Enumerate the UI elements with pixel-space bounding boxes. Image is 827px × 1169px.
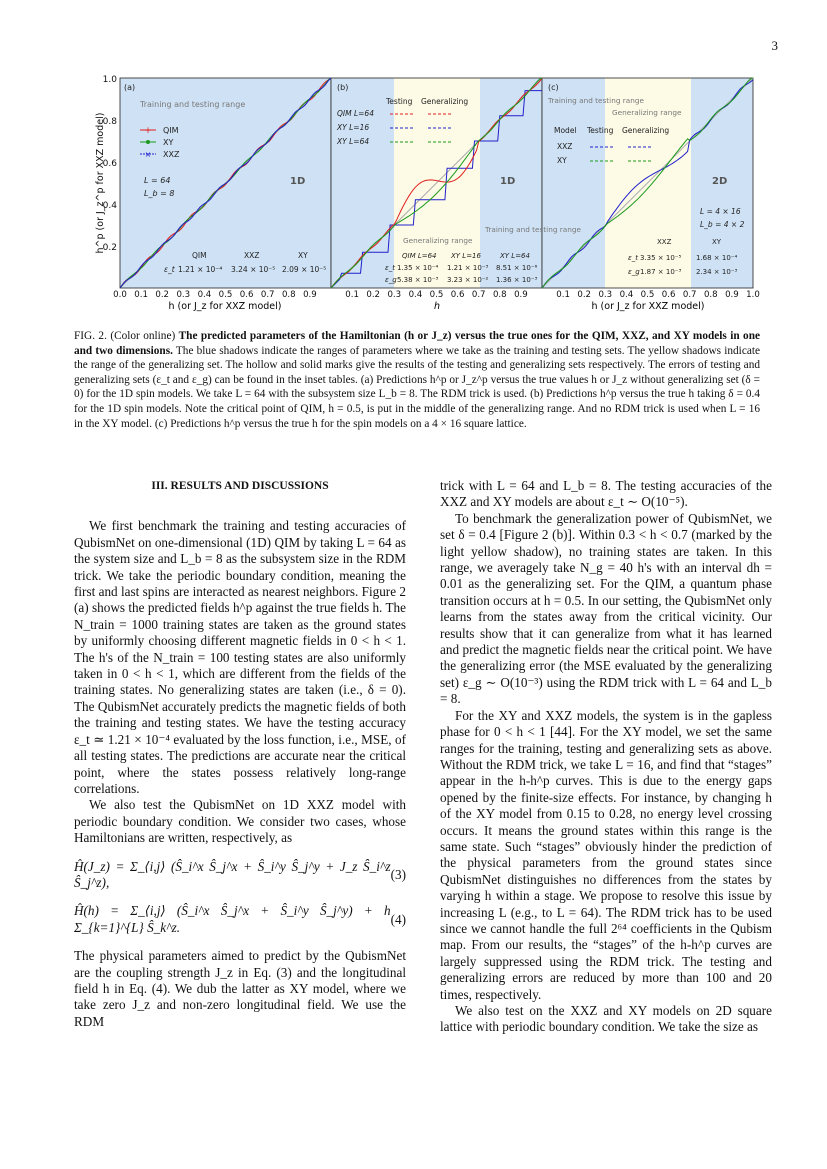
panel-c-row: XY <box>557 156 567 165</box>
table-a-value: 2.09 × 10⁻⁵ <box>282 265 327 274</box>
table-b-value: 1.21 × 10⁻³ <box>447 264 489 272</box>
paragraph: We also test the QubismNet on 1D XXZ model with periodic boundary condition. We consider two cases, whose Hamiltonians are written, respectively, as <box>74 797 406 846</box>
section-heading: III. RESULTS AND DISCUSSIONS <box>151 480 329 492</box>
panel-c-dim: 2D <box>712 176 728 187</box>
equation-number: (4) <box>390 911 406 927</box>
x-tick-label: 0.8 <box>492 290 507 300</box>
panel-a-size-lb: L_b = 8 <box>144 189 175 198</box>
caption-lead: FIG. 2. (Color online) <box>74 330 176 342</box>
x-tick-label: 0.3 <box>598 290 613 300</box>
table-a-value: 1.21 × 10⁻⁴ <box>178 265 223 274</box>
caption-body: The blue shadows indicate the ranges of parameters where we take as the training and testing sets. The yellow shadows indicate the range of the generalizing set. The hollow and solid marks give the results of the testing and generalizing sets respectively. The errors of testing and generalizing sets (ε_t and ε_g) can be found in the inset tables. (a) Predictions h^p or J_z^p versus the true values h or J_z without generalizing set (δ = 0) for the 1D spin models. We take L = 64 with the subsystem size L_b = 8. The RDM trick is used. (b) Predictions h^p versus the true h taking δ = 0.4 for the 1D spin models. Note the critical point of QIM, h = 0.5, is put in the middle of the generalizing range. And no RDM trick is used when L = 16 in the XY model. (c) Predictions h^p versus the true h for the spin models on a 4 × 16 square lattice. <box>74 344 761 430</box>
panel-a-training-label: Training and testing range <box>140 100 246 109</box>
paragraph: For the XY and XXZ models, the system is in the gapless phase for 0 < h < 1 [44]. For the XY model, we set the same ranges for the training, testing and generalizing sets as above. Without the RDM trick, we take L = 16, and find that “stages” appear in the h-h^p curves. This is due to the energy gaps opened by the finite-size effects. For instance, by changing h of the XY model from 0.15 to 0.28, no energy level crossing occurs. It means the ground states within this range is the same state. Such “stages” obviously hinder the prediction of the physical parameters from the ground states since QubismNet distinguishes no differences from the states by varying h within a stage. We propose to resolve this issue by increasing L (e.g., to L = 64). The RDM trick has to be used since we cannot handle the full 2⁶⁴ coefficients in the Qubism map. From our results, the “stages” of the h-h^p curves are largely suppressed using the RDM trick. The testing and generalizing errors are reduced by more than 100 and 20 times, respectively. <box>440 707 772 1002</box>
x-tick-label: 0.4 <box>197 290 212 300</box>
equation-body: Ĥ(h) = Σ_⟨i,j⟩ (Ŝ_i^x Ŝ_j^x + Ŝ_i^y Ŝ_j^y) + h Σ_{k=1}^{L} Ŝ_k^z. <box>74 903 391 935</box>
x-tick-label: 0.8 <box>703 290 718 300</box>
equation-body: Ĥ(J_z) = Σ_⟨i,j⟩ (Ŝ_i^x Ŝ_j^x + Ŝ_i^y Ŝ_j^y + J_z Ŝ_i^z Ŝ_j^z), <box>74 858 391 890</box>
paragraph: We also test on the XXZ and XY models on 2D square lattice with periodic boundary condition. We take the size as <box>440 1003 772 1035</box>
equation-4 <box>74 903 406 936</box>
x-tick-label: 0.5 <box>640 290 655 300</box>
y-axis-label: h^p (or J_z^p for XXZ model) <box>95 112 106 254</box>
caption-bold: The predicted parameters of the Hamiltonian (h or J_z) versus the true ones for the QIM, XXZ, and XY models in one and two dimensions. <box>74 330 760 357</box>
y-tick-label: 1.0 <box>102 75 117 85</box>
table-c-value: 1.68 × 10⁻⁴ <box>696 254 738 262</box>
x-tick-label: 0.1 <box>134 290 148 300</box>
legend-xy: XY <box>163 138 174 147</box>
panel-c-col-model: Model <box>554 126 577 135</box>
paragraph: The physical parameters aimed to predict by the QubismNet are the coupling strength J_z in Eq. (3) and the longitudinal field h in Eq. (4). We dub the latter as XY model, where we take zero J_z and non-zero longitudinal field. We use the RDM <box>74 948 406 1029</box>
left-column <box>74 478 406 1030</box>
x-tick-label: 0.6 <box>661 290 676 300</box>
equation-3 <box>74 859 406 892</box>
table-b-header: XY L=64 <box>500 252 530 260</box>
x-tick-label: 0.4 <box>408 290 423 300</box>
x-tick-label: 0.1 <box>556 290 570 300</box>
x-tick-label: 0.9 <box>514 290 528 300</box>
panel-b-tag: (b) <box>337 83 349 92</box>
x-tick-label: 0.7 <box>682 290 697 300</box>
panel-b-row: XY L=64 <box>337 137 370 146</box>
panel-c-generalizing-label: Generalizing range <box>612 108 682 117</box>
panel-b-row: XY L=16 <box>337 123 370 132</box>
table-b-value: 5.38 × 10⁻³ <box>397 276 439 284</box>
x-tick-label: 0.7 <box>260 290 275 300</box>
page-number: 3 <box>771 38 778 53</box>
table-b-value: 3.23 × 10⁻² <box>447 276 489 284</box>
x-tick-label: 0.2 <box>366 290 381 300</box>
table-b-value: 8.51 × 10⁻⁶ <box>496 264 538 272</box>
panel-c-col-testing: Testing <box>587 126 614 135</box>
figure-2 <box>0 0 827 320</box>
panel-b-row: QIM L=64 <box>337 109 374 118</box>
table-c-header: XXZ <box>657 238 672 246</box>
paragraph: trick with L = 64 and L_b = 8. The testing accuracies of the XXZ and XY models are about ε_t ∼ O(10⁻⁵). <box>440 478 772 510</box>
x-tick-label: 0.5 <box>429 290 444 300</box>
x-tick-label: 0.5 <box>218 290 233 300</box>
panel-b-col-generalizing: Generalizing <box>421 97 469 106</box>
legend-xxz: XXZ <box>163 150 180 159</box>
panel-c-row: XXZ <box>557 142 573 151</box>
table-b-value: 1.35 × 10⁻⁴ <box>397 264 439 272</box>
x-tick-label: 1.0 <box>746 290 760 300</box>
figure-caption <box>74 329 760 431</box>
panel-c-col-generalizing: Generalizing <box>622 126 670 135</box>
y-tick-label: 0.4 <box>102 201 117 211</box>
x-tick-label: 0.6 <box>239 290 254 300</box>
panel-a-tag: (a) <box>124 83 136 92</box>
panel-c-size-lb: L_b = 4 × 2 <box>700 220 745 229</box>
table-c-value: 2.34 × 10⁻³ <box>696 268 738 276</box>
table-b-row-label: ε_g <box>385 276 397 284</box>
x-tick-label: 0.4 <box>619 290 634 300</box>
table-a-header: QIM <box>192 251 207 260</box>
panel-b-col-testing: Testing <box>386 97 413 106</box>
x-axis-label-c: h (or J_z for XXZ model) <box>591 301 705 312</box>
panel-b-training-label: Training and testing range <box>485 225 581 234</box>
table-a-value: 3.24 × 10⁻⁵ <box>231 265 276 274</box>
panel-a-dim: 1D <box>290 176 306 187</box>
table-c-row-label: ε_g <box>628 268 640 276</box>
table-c-header: XY <box>712 238 722 246</box>
panel-c-tag: (c) <box>548 83 559 92</box>
x-tick-label: 0.9 <box>303 290 317 300</box>
paragraph: We first benchmark the training and testing accuracies of QubismNet on one-dimensional (1D) QIM by taking L = 64 as the system size and L_b = 8 as the subsystem size in the RDM trick. We take the periodic boundary condition, meaning the first and last spins are interacted as nearest neighbors. Figure 2 (a) shows the predicted fields h^p against the true fields h. The N_train = 1000 training states are taken as the ground states by uniformly choosing different magnetic fields in 0 < h < 1. The h's of the N_train = 100 testing states are also uniformly taken in 0 < h < 1, which are different from the fields of the training states. No generalizing states are taken (i.e., δ = 0). The QubismNet accurately predicts the magnetic fields of both the training and testing states. We have the testing accuracy ε_t ≃ 1.21 × 10⁻⁴ evaluated by the loss function, i.e., MSE, of all testing states. The predictions are accurate near the critical point, where the states possess relatively long-range correlations. <box>74 518 406 796</box>
y-tick-label: 0.6 <box>102 159 117 169</box>
table-b-header: QIM L=64 <box>402 252 437 260</box>
x-axis-label-b: h <box>433 301 441 312</box>
panel-b-dim: 1D <box>500 176 516 187</box>
y-axis <box>95 75 117 253</box>
y-tick-label: 0.8 <box>102 117 117 127</box>
x-tick-label: 0.0 <box>113 290 127 300</box>
table-a-header: XXZ <box>244 251 260 260</box>
x-tick-label: 0.8 <box>281 290 296 300</box>
panel-c-training-label: Training and testing range <box>548 96 644 105</box>
table-c-row-label: ε_t <box>628 254 639 262</box>
table-a-header: XY <box>298 251 308 260</box>
legend-qim: QIM <box>163 126 179 135</box>
table-a-row-label: ε_t <box>164 265 175 274</box>
x-tick-label: 0.6 <box>450 290 465 300</box>
x-tick-label: 0.2 <box>577 290 592 300</box>
table-c-value: 1.87 × 10⁻³ <box>640 268 682 276</box>
x-tick-label: 0.2 <box>155 290 170 300</box>
x-tick-label: 0.1 <box>345 290 359 300</box>
svg-text:+: + <box>144 126 152 136</box>
panel-b-generalizing-label: Generalizing range <box>403 236 473 245</box>
panel-a-size-l: L = 64 <box>144 176 171 185</box>
x-axis-label-a: h (or J_z for XXZ model) <box>168 301 282 312</box>
table-c-value: 3.35 × 10⁻⁵ <box>640 254 682 262</box>
panel-c-size-l: L = 4 × 16 <box>700 207 741 216</box>
paragraph: To benchmark the generalization power of QubismNet, we set δ = 0.4 [Figure 2 (b)]. Within 0.3 < h < 0.7 (marked by the light yellow shadow), no training states are taken. In this range, we averagely take N_g = 40 h's with an interval dh = 0.01 as the generalizing set. For the QIM, a quantum phase transition occurs at h = 0.5. In our setting, the QubismNet only learns from the states away from the critical vicinity. Our results show that it can generalize from what it has learned and predict the magnetic fields near the critical point. We have the generalizing error (the MSE evaluated by the generalizing set) ε_g ∼ O(10⁻³) using the RDM trick with L = 64 and L_b = 8. <box>440 510 772 707</box>
right-column <box>440 478 772 1036</box>
x-tick-label: 0.3 <box>176 290 191 300</box>
table-b-header: XY L=16 <box>451 252 481 260</box>
x-tick-labels <box>113 290 760 300</box>
table-b-value: 1.36 × 10⁻³ <box>496 276 538 284</box>
equation-number: (3) <box>390 866 406 882</box>
table-b-row-label: ε_t <box>385 264 396 272</box>
svg-text:×: × <box>144 150 152 159</box>
x-tick-label: 0.3 <box>387 290 402 300</box>
y-tick-label: 0.2 <box>102 243 117 253</box>
x-tick-label: 0.7 <box>471 290 486 300</box>
x-tick-label: 0.9 <box>725 290 739 300</box>
